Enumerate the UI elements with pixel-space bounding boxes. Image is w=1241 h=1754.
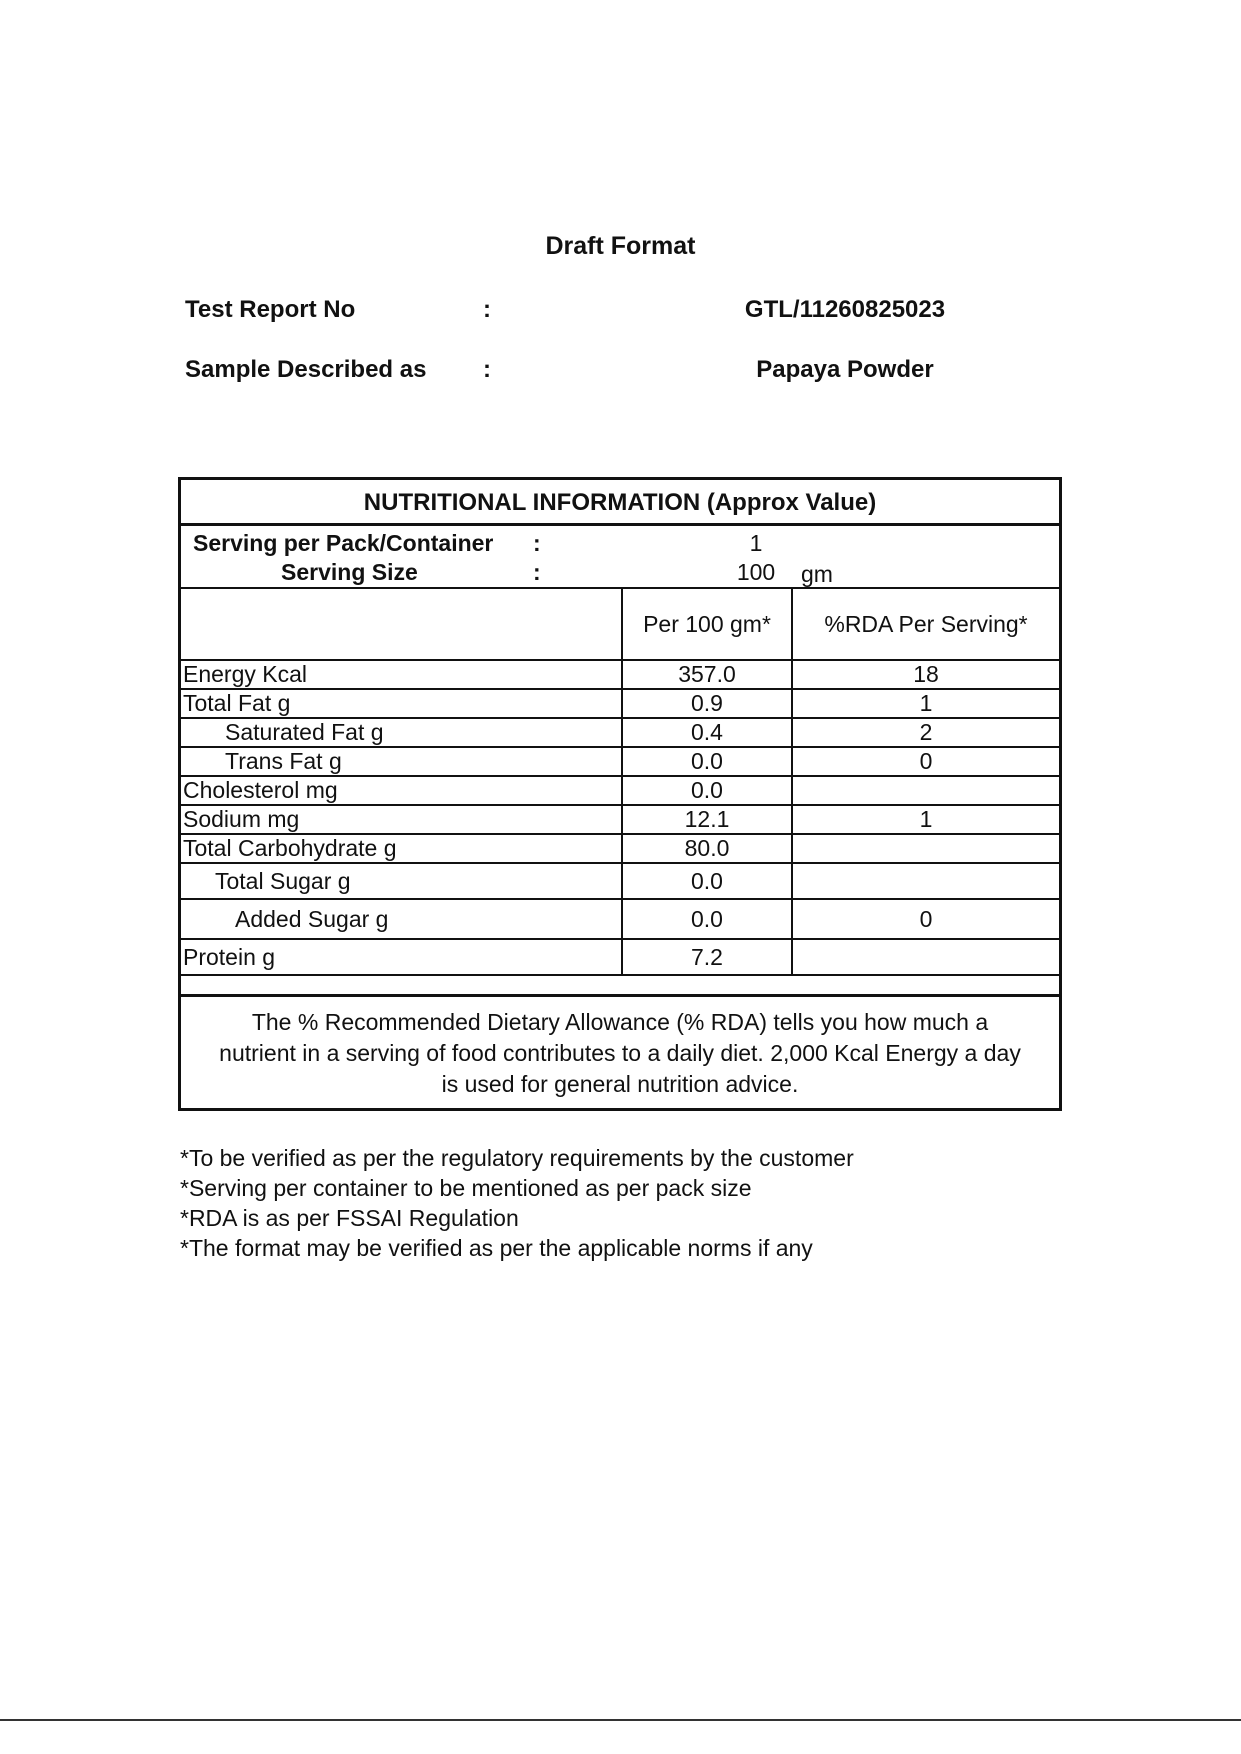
rda-value xyxy=(792,834,1059,863)
per100-value: 12.1 xyxy=(622,805,792,834)
rda-value: 0 xyxy=(792,899,1059,939)
table-row xyxy=(181,834,1059,863)
serving-size-label: Serving Size xyxy=(281,559,418,585)
table-row xyxy=(181,899,1059,939)
per100-value: 0.0 xyxy=(622,747,792,776)
nutrition-table xyxy=(181,589,1059,976)
sample-value: Papaya Powder xyxy=(756,356,934,383)
nutrient-name: Total Carbohydrate g xyxy=(181,834,622,863)
footnote: *Serving per container to be mentioned as per pack size xyxy=(180,1175,752,1201)
footnotes xyxy=(180,1143,854,1263)
rda-value: 0 xyxy=(792,747,1059,776)
per100-value: 0.0 xyxy=(622,863,792,899)
table-row xyxy=(181,776,1059,805)
sample-row xyxy=(185,356,1085,390)
serving-size-value: 100 xyxy=(736,559,776,585)
sample-label: Sample Described as xyxy=(185,356,427,383)
rda-value: 2 xyxy=(792,718,1059,747)
per100-value: 0.9 xyxy=(622,689,792,718)
table-row xyxy=(181,689,1059,718)
nutrient-name: Added Sugar g xyxy=(181,899,622,939)
table-row xyxy=(181,805,1059,834)
nutrition-panel xyxy=(178,477,1062,1111)
nutrient-name: Trans Fat g xyxy=(181,747,622,776)
table-header-row xyxy=(181,589,1059,660)
serving-size-row xyxy=(181,559,1059,589)
serving-per-pack-value: 1 xyxy=(749,530,763,556)
per100-value: 0.0 xyxy=(622,776,792,805)
per100-value: 0.0 xyxy=(622,899,792,939)
serving-info xyxy=(181,526,1059,589)
colon: : xyxy=(483,296,491,323)
rda-value xyxy=(792,863,1059,899)
bottom-rule xyxy=(0,1719,1241,1721)
nutrient-name: Energy Kcal xyxy=(181,660,622,689)
nutrient-name: Cholesterol mg xyxy=(181,776,622,805)
footnote: *The format may be verified as per the applicable norms if any xyxy=(180,1235,813,1261)
per100-value: 80.0 xyxy=(622,834,792,863)
footnote: *RDA is as per FSSAI Regulation xyxy=(180,1205,519,1231)
table-row xyxy=(181,747,1059,776)
rda-value: 1 xyxy=(792,689,1059,718)
serving-per-pack-row xyxy=(181,530,1059,560)
table-row xyxy=(181,863,1059,899)
header-rda: %RDA Per Serving* xyxy=(792,589,1059,660)
rda-value: 18 xyxy=(792,660,1059,689)
rda-note-line: The % Recommended Dietary Allowance (% RDA) tells you how much a xyxy=(251,1009,989,1035)
colon: : xyxy=(533,559,541,585)
nutrient-name: Protein g xyxy=(181,939,622,975)
panel-title: NUTRITIONAL INFORMATION (Approx Value) xyxy=(181,480,1059,526)
colon: : xyxy=(533,530,541,556)
nutrient-name: Total Sugar g xyxy=(181,863,622,899)
header-per100: Per 100 gm* xyxy=(622,589,792,660)
per100-value: 7.2 xyxy=(622,939,792,975)
header-blank xyxy=(181,589,622,660)
rda-value xyxy=(792,939,1059,975)
colon: : xyxy=(483,356,491,383)
rda-note-line: nutrient in a serving of food contributes to a daily diet. 2,000 Kcal Energy a day xyxy=(219,1040,1021,1066)
table-row xyxy=(181,718,1059,747)
document-title: Draft Format xyxy=(545,232,696,260)
rda-note-line: is used for general nutrition advice. xyxy=(441,1071,799,1097)
table-row xyxy=(181,660,1059,689)
per100-value: 357.0 xyxy=(622,660,792,689)
test-report-label: Test Report No xyxy=(185,296,356,323)
nutrient-name: Saturated Fat g xyxy=(181,718,622,747)
per100-value: 0.4 xyxy=(622,718,792,747)
serving-size-unit: gm xyxy=(801,561,833,587)
test-report-row xyxy=(185,296,1085,330)
table-row xyxy=(181,939,1059,975)
rda-note xyxy=(181,994,1059,1108)
nutrient-name: Total Fat g xyxy=(181,689,622,718)
nutrient-name: Sodium mg xyxy=(181,805,622,834)
test-report-value: GTL/11260825023 xyxy=(744,296,946,323)
rda-value xyxy=(792,776,1059,805)
rda-value: 1 xyxy=(792,805,1059,834)
serving-per-pack-label: Serving per Pack/Container xyxy=(193,530,494,556)
footnote: *To be verified as per the regulatory requirements by the customer xyxy=(180,1145,854,1171)
